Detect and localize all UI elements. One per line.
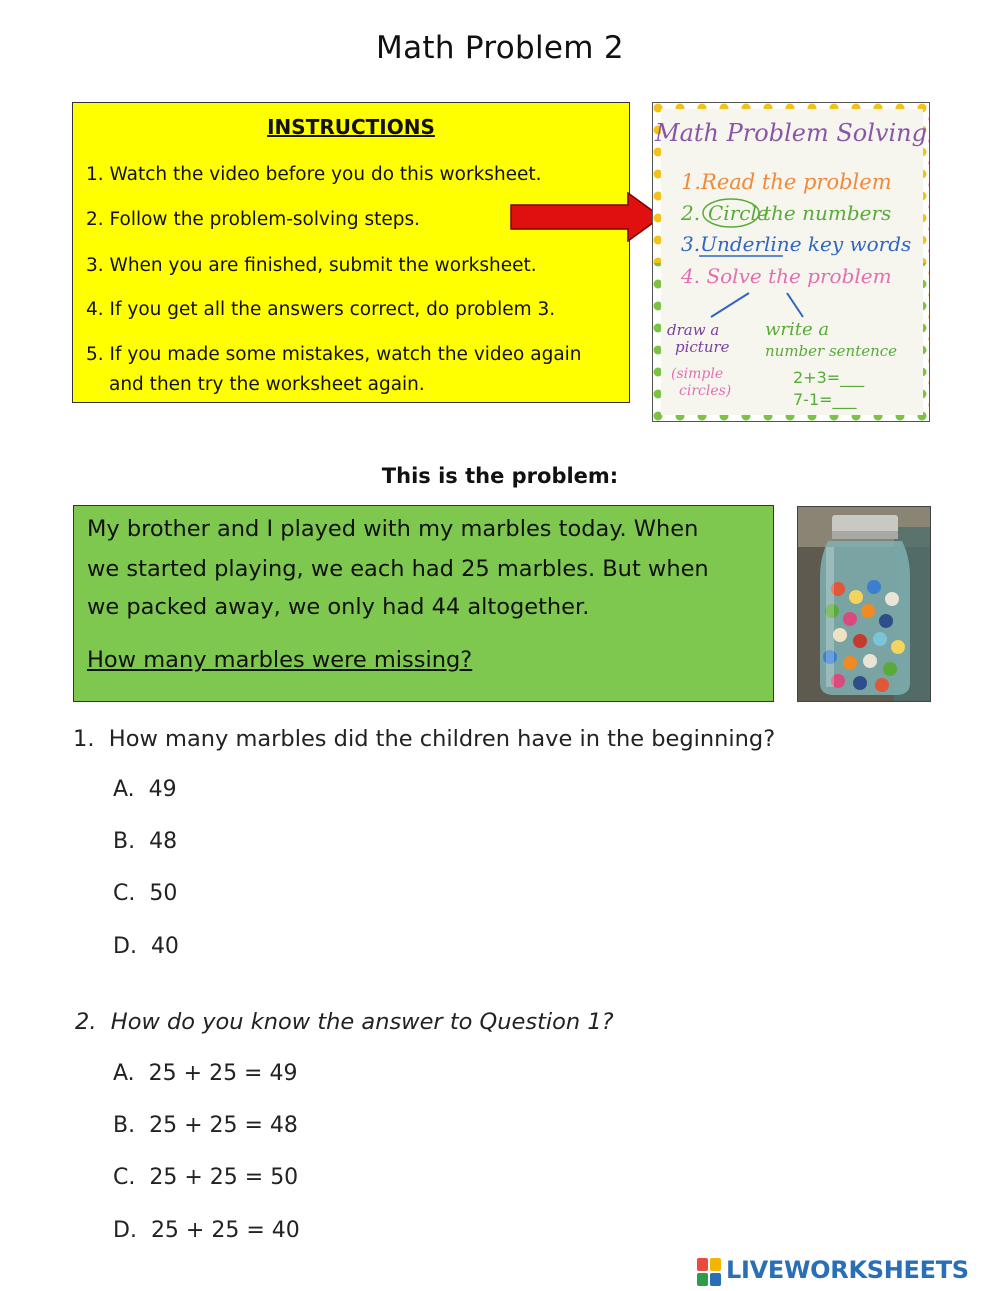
problem-box bbox=[73, 505, 774, 702]
option-letter: B. bbox=[113, 1113, 136, 1138]
option-letter: A. bbox=[113, 1061, 135, 1086]
option-letter: C. bbox=[113, 1165, 136, 1190]
logo-mark-icon bbox=[696, 1257, 722, 1287]
marble-jar-image bbox=[797, 506, 931, 702]
option-text: 50 bbox=[149, 881, 178, 906]
option-letter: A. bbox=[113, 777, 135, 802]
option-text: 25 + 25 = 48 bbox=[149, 1113, 298, 1138]
instructions-box bbox=[72, 102, 630, 403]
red-arrow-icon bbox=[510, 192, 662, 242]
instruction-item: 2. Follow the problem-solving steps. bbox=[86, 209, 420, 230]
problem-solving-chart-image bbox=[652, 102, 930, 422]
q1-option-a bbox=[113, 777, 177, 802]
instruction-item: 3. When you are finished, submit the worksheet. bbox=[86, 255, 537, 276]
chart-left-note-1: draw a bbox=[667, 321, 720, 339]
chart-left-note-2: picture bbox=[675, 338, 730, 356]
question-number: 2. bbox=[75, 1009, 97, 1035]
option-letter: B. bbox=[113, 829, 136, 854]
problem-heading: This is the problem: bbox=[381, 464, 619, 488]
chart-step-2-rest: the numbers bbox=[763, 201, 892, 225]
option-letter: D. bbox=[113, 934, 137, 959]
chart-left-note-4: circles) bbox=[679, 383, 732, 399]
chart-right-note-2: number sentence bbox=[765, 342, 898, 360]
chart-step-2-circle: Circle bbox=[708, 201, 769, 225]
instruction-item: 5. If you made some mistakes, watch the video again bbox=[86, 344, 582, 365]
option-text: 48 bbox=[149, 829, 178, 854]
option-text: 25 + 25 = 49 bbox=[148, 1061, 298, 1086]
q2-option-d bbox=[113, 1218, 300, 1243]
question-text: How many marbles did the children have in the beginning? bbox=[108, 726, 776, 752]
question-2 bbox=[75, 1009, 614, 1035]
question-number: 1. bbox=[73, 726, 95, 752]
q2-option-a bbox=[113, 1061, 297, 1086]
chart-left-note-3: (simple bbox=[671, 366, 724, 382]
q2-option-b bbox=[113, 1113, 298, 1138]
problem-text-line: My brother and I played with my marbles today. When bbox=[87, 516, 699, 542]
q1-option-b bbox=[113, 829, 177, 854]
option-text: 25 + 25 = 50 bbox=[149, 1165, 299, 1190]
logo-text: LIVEWORKSHEETS bbox=[726, 1256, 969, 1284]
q1-option-c bbox=[113, 881, 177, 906]
instruction-item: 1. Watch the video before you do this worksheet. bbox=[86, 164, 542, 185]
chart-equation-2: 7-1=___ bbox=[793, 390, 857, 409]
chart-right-note-1: write a bbox=[765, 319, 830, 340]
chart-title: Math Problem Solving bbox=[655, 119, 927, 147]
option-letter: D. bbox=[113, 1218, 137, 1243]
problem-text-line: we started playing, we each had 25 marbles. But when bbox=[87, 556, 709, 582]
question-1 bbox=[73, 726, 775, 752]
chart-step-3: 3.Underline key words bbox=[681, 232, 912, 256]
instruction-item-continued: and then try the worksheet again. bbox=[109, 374, 425, 395]
chart-step-2-number: 2. bbox=[681, 201, 701, 225]
instructions-heading: INSTRUCTIONS bbox=[267, 115, 435, 139]
q2-option-c bbox=[113, 1165, 298, 1190]
q1-option-d bbox=[113, 934, 179, 959]
option-text: 40 bbox=[150, 934, 179, 959]
option-letter: C. bbox=[113, 881, 136, 906]
page-title: Math Problem 2 bbox=[376, 30, 624, 66]
chart-step-4: 4. Solve the problem bbox=[681, 264, 892, 288]
chart-step-1: 1.Read the problem bbox=[681, 170, 892, 194]
option-text: 25 + 25 = 40 bbox=[150, 1218, 300, 1243]
option-text: 49 bbox=[148, 777, 177, 802]
problem-question: How many marbles were missing? bbox=[87, 647, 473, 673]
chart-equation-1: 2+3=___ bbox=[793, 368, 865, 387]
instruction-item: 4. If you get all the answers correct, do problem 3. bbox=[86, 299, 556, 320]
question-text: How do you know the answer to Question 1? bbox=[110, 1009, 614, 1035]
problem-text-line: we packed away, we only had 44 altogether. bbox=[87, 594, 590, 620]
